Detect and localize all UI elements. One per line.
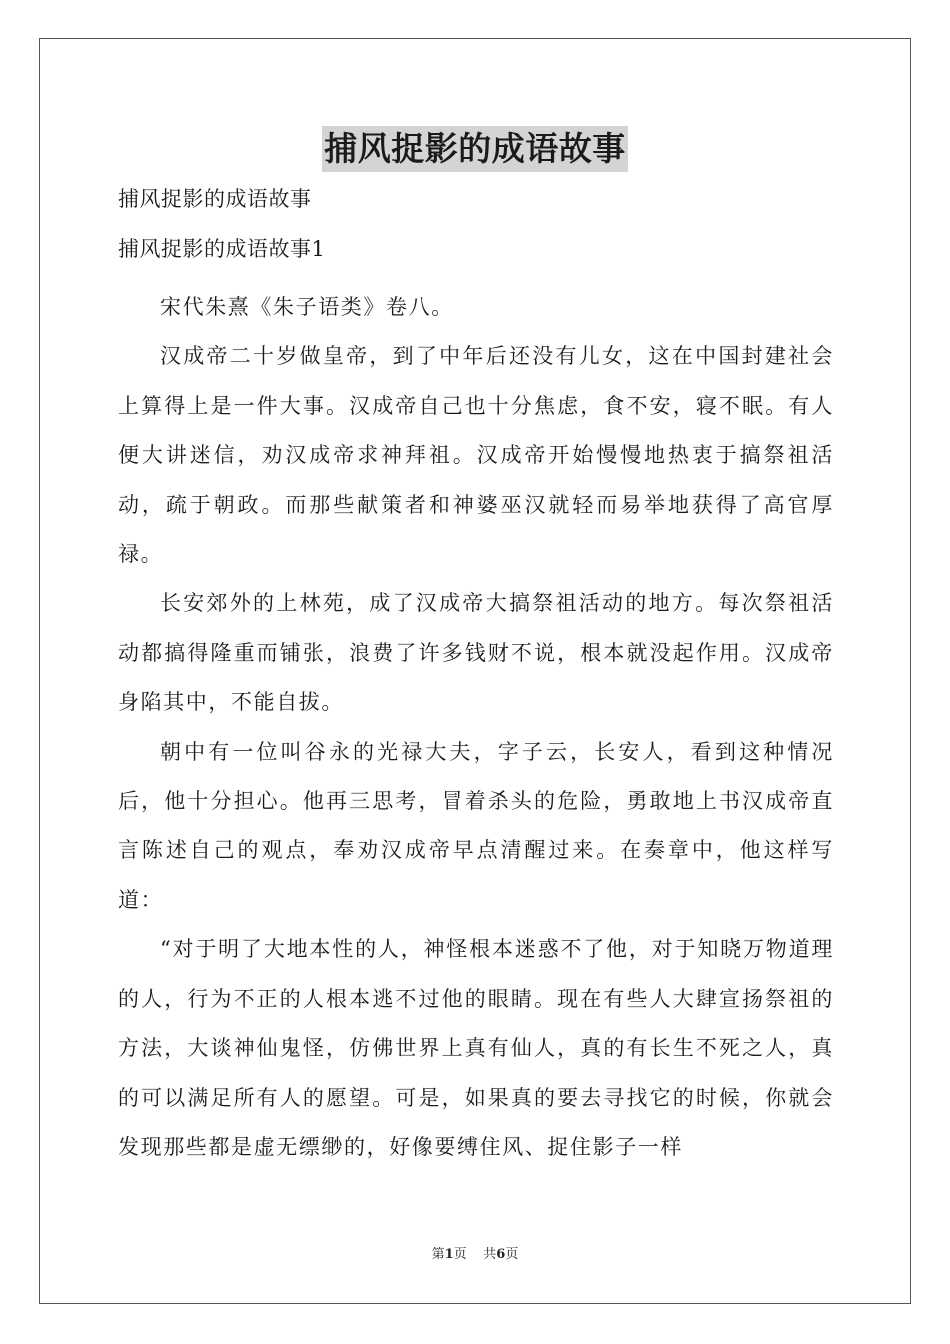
page-suffix: 页 [453, 1247, 467, 1262]
document-heading: 捕风捉影的成语故事 [118, 187, 312, 211]
total-pages: 6 [496, 1247, 506, 1262]
document-title: 捕风捉影的成语故事 [322, 126, 628, 172]
paragraph: 宋代朱熹《朱子语类》卷八。 [160, 295, 454, 319]
page-prefix: 第 [431, 1247, 445, 1262]
paragraph: “对于明了大地本性的人，神怪根本迷惑不了他，对于知晓万物道理的人，行为不正的人根本逃不过他的眼睛。现在有些人大肆宣扬祭祖的方法，大谈神仙鬼怪，仿佛世界上真有仙人，真的有长生不死之人，真的可以满足所有人的愿望。可是，如果真的要去寻找它的时候，你就会发现那些都是虚无缥缈的，好像要缚住风、捉住影子一样 [118, 937, 834, 1159]
document-body [118, 283, 834, 1172]
paragraph: 朝中有一位叫谷永的光禄大夫，字子云，长安人，看到这种情况后，他十分担心。他再三思考，冒着杀头的危险，勇敢地上书汉成帝直言陈述自己的观点，奉劝汉成帝早点清醒过来。在奏章中，他这样写道： [118, 739, 834, 912]
total-prefix: 共 [483, 1247, 497, 1262]
paragraph: 汉成帝二十岁做皇帝，到了中年后还没有儿女，这在中国封建社会上算得上是一件大事。汉成帝自己也十分焦虑，食不安，寝不眠。有人便大讲迷信，劝汉成帝求神拜祖。汉成帝开始慢慢地热衷于搞祭祖活动，疏于朝政。而那些献策者和神婆巫汉就轻而易举地获得了高官厚禄。 [118, 344, 834, 567]
page-footer [0, 1246, 950, 1264]
paragraph: 长安郊外的上林苑，成了汉成帝大搞祭祖活动的地方。每次祭祖活动都搞得隆重而铺张，浪费了许多钱财不说，根本就没起作用。汉成帝身陷其中，不能自拔。 [118, 591, 834, 715]
section-heading: 捕风捉影的成语故事1 [118, 237, 326, 261]
title-container [0, 126, 950, 172]
page-number: 1 [444, 1247, 454, 1262]
total-suffix: 页 [505, 1247, 519, 1262]
